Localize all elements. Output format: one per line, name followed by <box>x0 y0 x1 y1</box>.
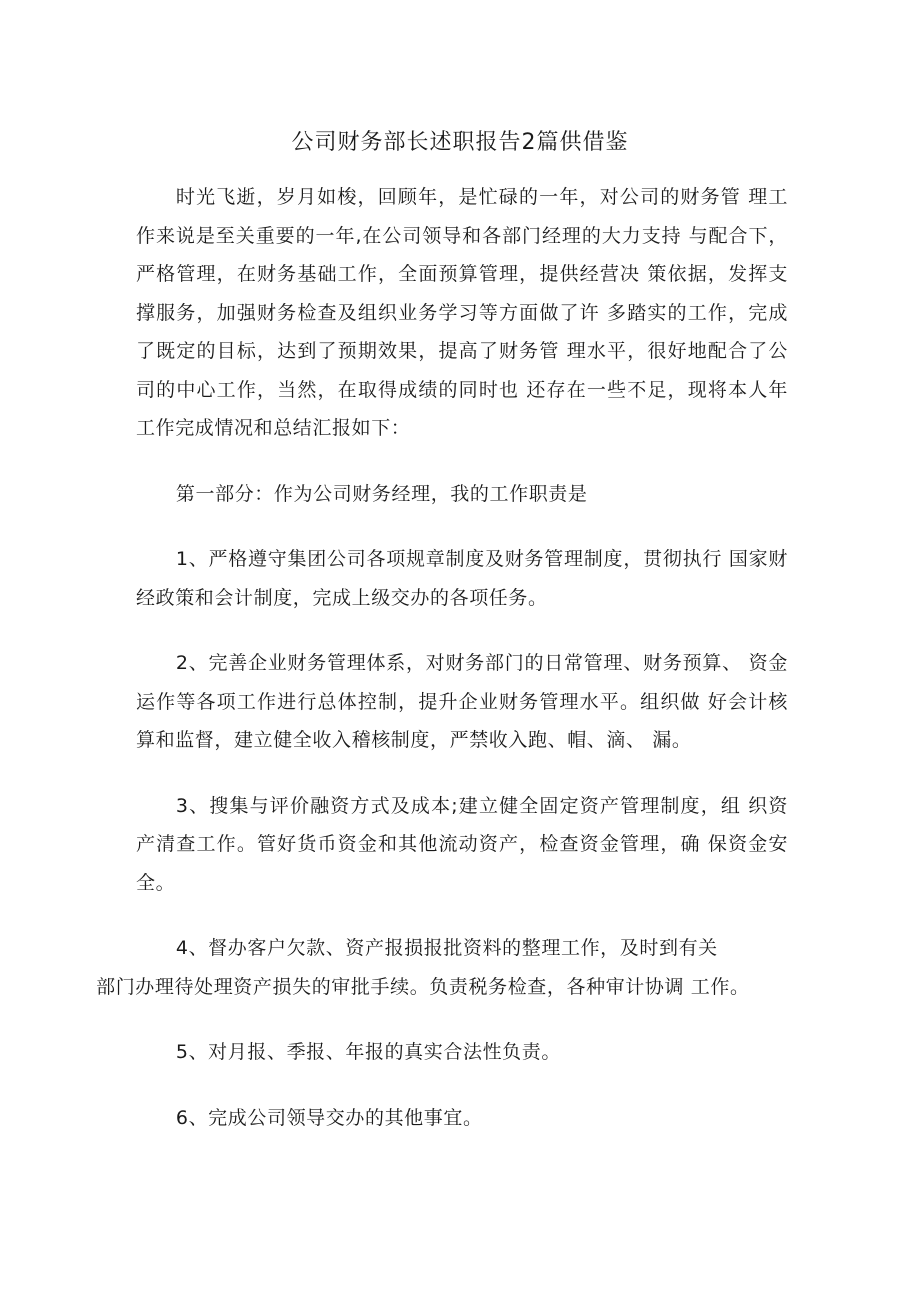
duty-item-4 <box>96 929 788 1006</box>
duty-item-2: 2、完善企业财务管理体系，对财务部门的日常管理、财务预算、 资金运作等各项工作进行总体控制，提升企业财务管理水平。组织做 好会计核算和监督，建立健全收入稽核制度，严禁收入跑、帽、滴、 漏。 <box>136 652 788 751</box>
duty-item-3: 3、搜集与评价融资方式及成本;建立健全固定资产管理制度，组 织资产清查工作。管好货币资金和其他流动资产，检查资金管理，确 保资金安全。 <box>136 794 788 894</box>
duty-item-1: 1、严格遵守集团公司各项规章制度及财务管理制度，贯彻执行 国家财经政策和会计制度，完成上级交办的各项任务。 <box>136 548 788 609</box>
intro-paragraph: 时光飞逝，岁月如梭，回顾年，是忙碌的一年，对公司的财务管 理工作来说是至关重要的一年,在公司领导和各部门经理的大力支持 与配合下，严格管理，在财务基础工作，全面预算管理，提供经营决 策依据，发挥支撑服务，加强财务检查及组织业务学习等方面做了许 多踏实的工作，完成了既定的目标，达到了预期效果，提高了财务管 理水平，很好地配合了公司的中心工作，当然，在取得成绩的同时也 还存在一些不足，现将本人年工作完成情况和总结汇报如下： <box>136 186 788 439</box>
section-heading-part-one: 第一部分：作为公司财务经理，我的工作职责是 <box>175 482 588 505</box>
document-body <box>96 178 788 1164</box>
document-title: 公司财务部长述职报告2篇供借鉴 <box>291 130 629 155</box>
duty-item-5: 5、对月报、季报、年报的真实合法性负责。 <box>175 1041 561 1063</box>
duty-item-4-line-2: 部门办理待处理资产损失的审批手续。负责税务检查，各种审计协调 工作。 <box>96 975 750 998</box>
duty-item-6: 6、完成公司领导交办的其他事宜。 <box>175 1106 483 1129</box>
duty-item-4-line-1: 4、督办客户欠款、资产报损报批资料的整理工作，及时到有关 <box>175 937 718 959</box>
